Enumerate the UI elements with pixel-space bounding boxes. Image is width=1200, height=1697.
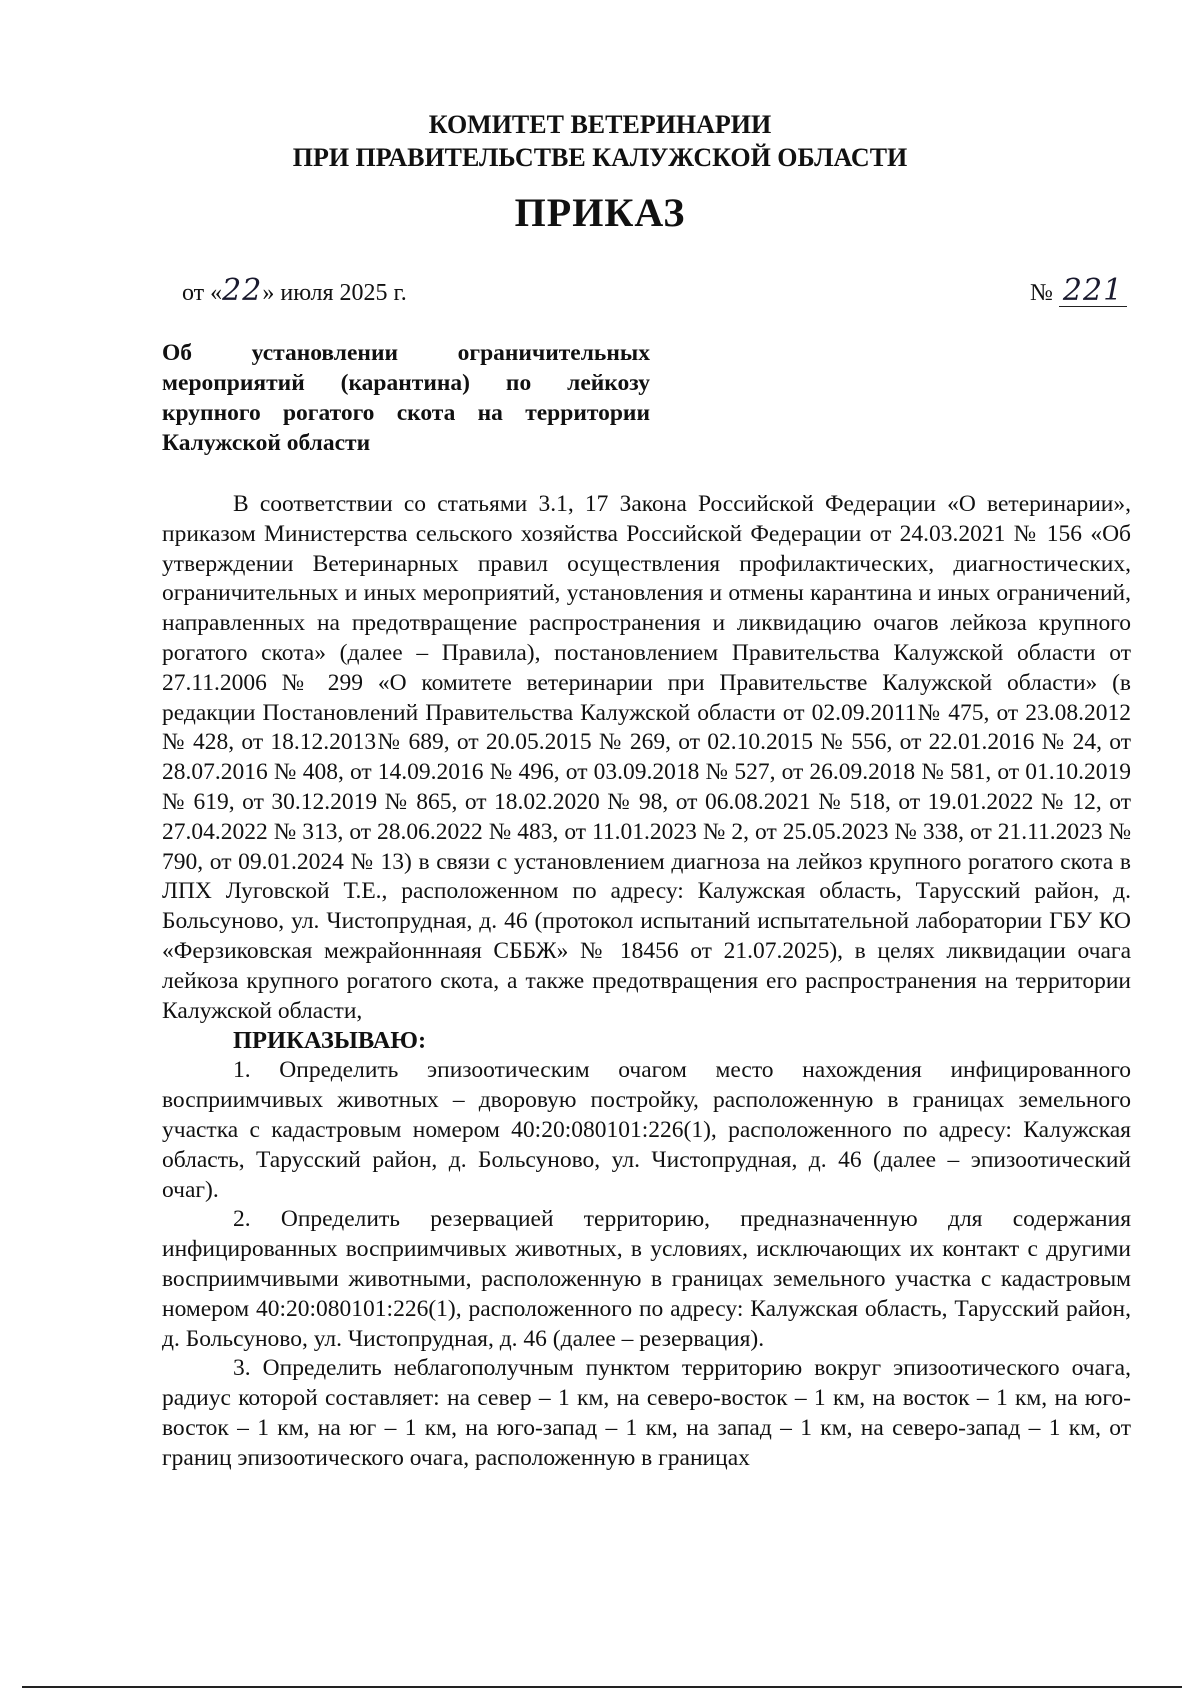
date-suffix: » июля 2025 г. (262, 280, 407, 306)
handwritten-number: 221 (1059, 276, 1127, 307)
order-subject: Об установлении ограничительных мероприятий (карантина) по лейкозу крупного рогатого скота на территории Калужской области (162, 340, 650, 456)
org-line-1: КОМИТЕТ ВЕТЕРИНАРИИ (428, 110, 772, 139)
page-bottom-rule (22, 1686, 1182, 1688)
order-item-2: 2. Определить резервацией территорию, предназначенную для содержания инфицированных восприимчивых животных, в условиях, исключающих их контакт с другими восприимчивыми животными, расположенную в границах земельного участка с кадастровым номером 40:20:080101:226(1), расположенного по адресу: Калужская область, Тарусский район, д. Больсуново, ул. Чистопрудная, д. 46 (далее – резервация). (162, 1206, 1131, 1352)
order-item-1: 1. Определить эпизоотическим очагом место нахождения инфицированного восприимчивых животных – дворовую постройку, расположенную в границах земельного участка с кадастровым номером 40:20:080101:226(1), расположенного по адресу: Калужская область, Тарусский район, д. Больсуново, ул. Чистопрудная, д. 46 (далее – эпизоотический очаг). (162, 1057, 1131, 1203)
order-date (182, 273, 407, 308)
handwritten-day: 22 (222, 273, 263, 308)
number-sign: № (1030, 280, 1053, 306)
document-type-title: ПРИКАЗ (514, 190, 686, 235)
preamble-paragraph: В соответствии со статьями 3.1, 17 Закона Российской Федерации «О ветеринарии», приказом Министерства сельского хозяйства Российской Федерации от 24.03.2021 № 156 «Об утверждении Ветеринарных правил осуществления профилактических, диагностических, ограничительных и иных мероприятий, установления и отмены карантина и иных ограничений, направленных на предотвращение распространения и ликвидацию очагов лейкоза крупного рогатого скота» (далее – Правила), постановлением Правительства Калужской области от 27.11.2006 № 299 «О комитете ветеринарии при Правительстве Калужской области» (в редакции Постановлений Правительства Калужской области от 02.09.2011№ 475, от 23.08.2012 № 428, от 18.12.2013№ 689, от 20.05.2015 № 269, от 02.10.2015 № 556, от 22.01.2016 № 24, от 28.07.2016 № 408, от 14.09.2016 № 496, от 03.09.2018 № 527, от 26.09.2018 № 581, от 01.10.2019 № 619, от 30.12.2019 № 865, от 18.02.2020 № 98, от 06.08.2021 № 518, от 19.01.2022 № 12, от 27.04.2022 № 313, от 28.06.2022 № 483, от 11.01.2023 № 2, от 25.05.2023 № 338, от 21.11.2023 № 790, от 09.01.2024 № 13) в связи с установлением диагноза на лейкоз крупного рогатого скота в ЛПХ Луговской Т.Е., расположенном по адресу: Калужская область, Тарусский район, д. Больсуново, ул. Чистопрудная, д. 46 (протокол испытаний испытательной лаборатории ГБУ КО «Ферзиковская межрайонннаяя СББЖ» № 18456 от 21.07.2025), в целях ликвидации очага лейкоза крупного рогатого скота, а также предотвращения его распространения на территории Калужской области, (162, 491, 1131, 1024)
issuing-organization (0, 108, 1200, 174)
order-item-3: 3. Определить неблагополучным пунктом территорию вокруг эпизоотического очага, радиус которой составляет: на север – 1 км, на северо-восток – 1 км, на восток – 1 км, на юго-восток – 1 км, на юг – 1 км, на юго-запад – 1 км, на запад – 1 км, на северо-запад – 1 км, от границ эпизоотического очага, расположенную в границах (162, 1355, 1131, 1471)
order-number (1030, 273, 1127, 308)
order-body (162, 490, 1131, 1474)
org-line-2: ПРИ ПРАВИТЕЛЬСТВЕ КАЛУЖСКОЙ ОБЛАСТИ (292, 143, 908, 172)
date-prefix: от « (182, 280, 223, 306)
order-directive: ПРИКАЗЫВАЮ: (233, 1027, 427, 1055)
